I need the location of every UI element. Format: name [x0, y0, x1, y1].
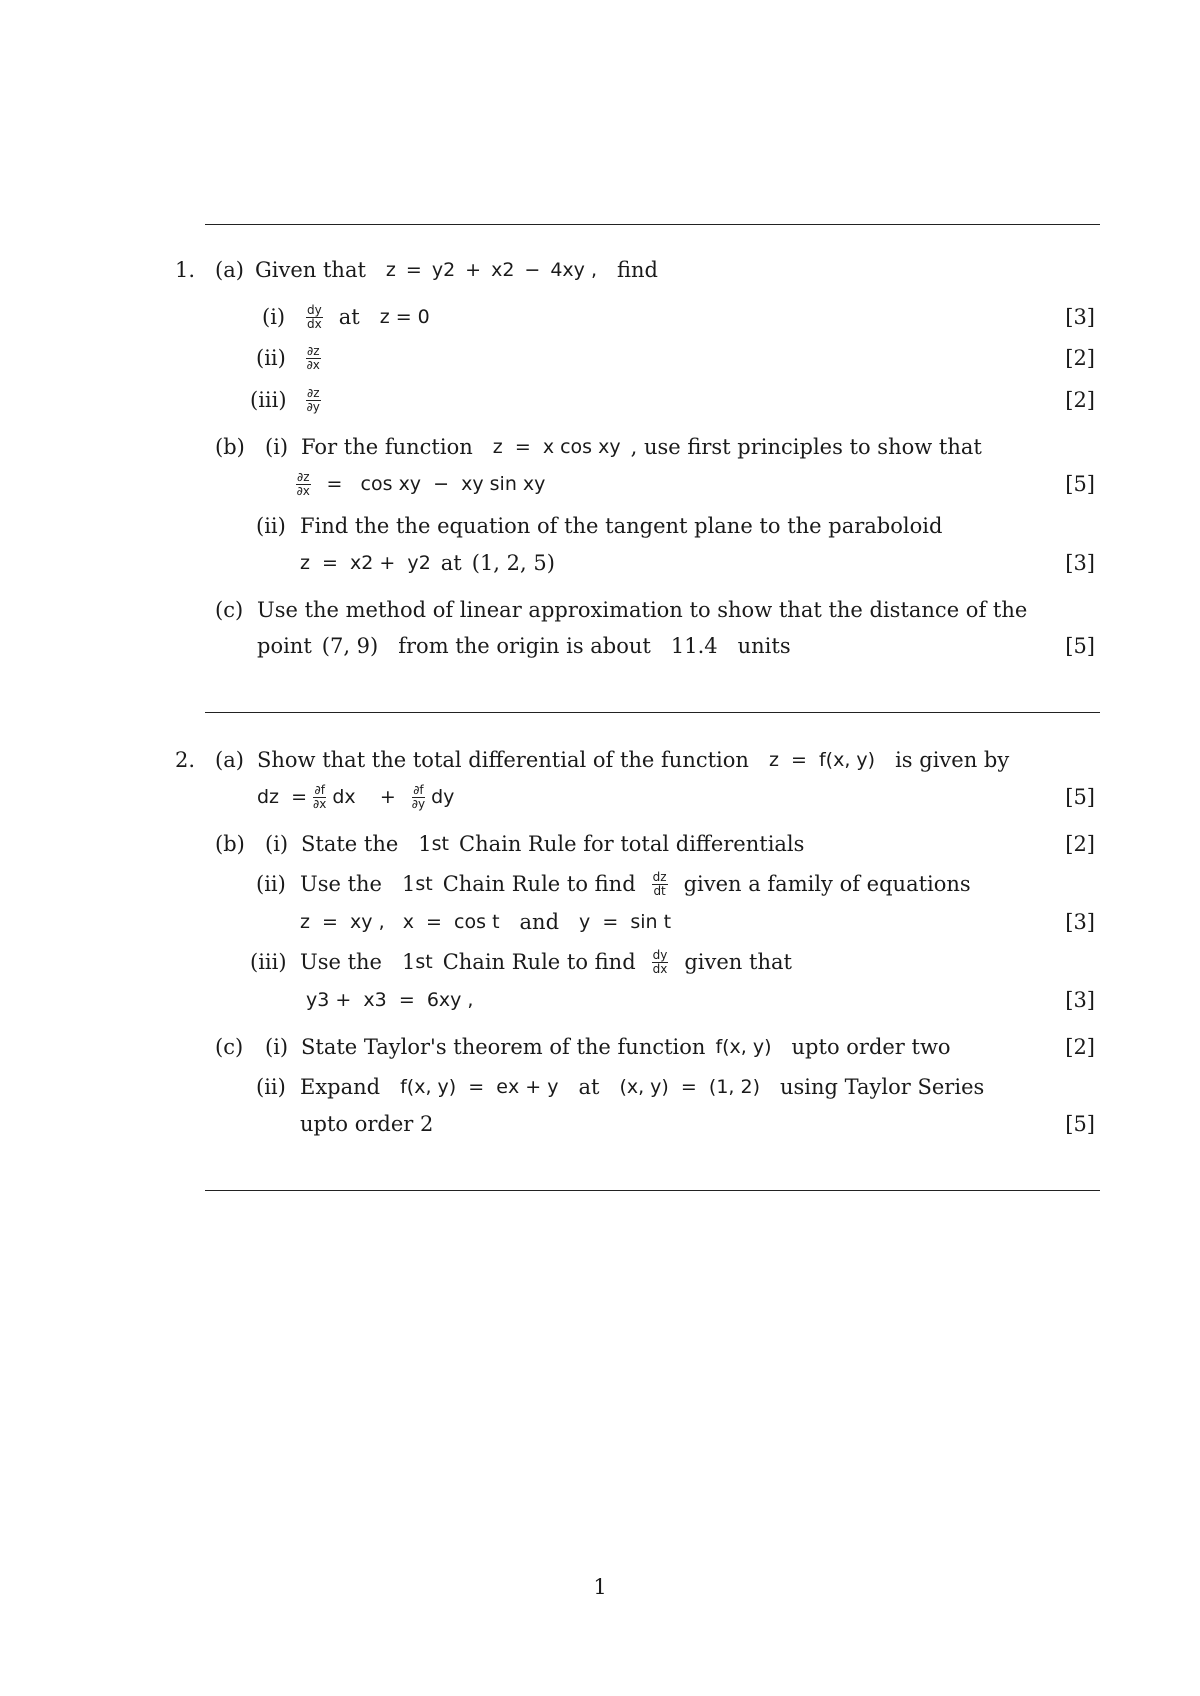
frac-num: ∂z: [297, 469, 310, 484]
q1-a-i-cond: z = 0: [379, 306, 430, 328]
q2-b-i-ord: 1: [418, 832, 432, 856]
q2-b-ii-eq1: z = xy , x = cos t: [300, 911, 500, 933]
q1-b-i-rhs: = cos xy − xy sin xy: [326, 473, 546, 495]
q2-b-iii-exp1: 3: [317, 989, 330, 1011]
q2-a-frac1: [313, 784, 326, 811]
q2-b-iii-text2: Chain Rule to find: [442, 950, 636, 974]
frac-num: ∂z: [307, 343, 320, 358]
q2-c-ii-text3: upto order 2: [300, 1112, 434, 1136]
q2-c-ii-label: (ii): [256, 1075, 286, 1099]
frac-num: ∂f: [314, 782, 325, 797]
q1-b-ii-point: (1, 2, 5): [471, 551, 555, 575]
q2-b-ii-ord: 1: [401, 872, 416, 896]
frac-den: dt: [653, 883, 666, 898]
q1-a-intro: Given that: [255, 258, 366, 282]
q2-b-iii-marks: [3]: [1065, 988, 1095, 1012]
page-number: 1: [593, 1575, 607, 1599]
q1-b-i-marks: [5]: [1065, 472, 1095, 496]
q2-a-eq-line: [257, 775, 454, 819]
q2-c-ii-exp: x + y: [507, 1076, 559, 1098]
frac-den: ∂x: [306, 357, 320, 372]
frac-num: ∂f: [413, 782, 424, 797]
q1-a-ii-label: (ii): [256, 346, 286, 370]
q1-a-line: [175, 248, 658, 292]
q1-b-i-frac: [296, 471, 311, 498]
q2-b-i-text1: State the: [301, 832, 399, 856]
q2-c-ii-text2: using Taylor Series: [780, 1075, 985, 1099]
q1-c-text1: Use the method of linear approximation to show that the distance of the: [257, 598, 1028, 622]
q1-a-iii-label: (iii): [250, 388, 287, 412]
q1-a-ii-frac: [306, 345, 321, 372]
q1-a-minus: −: [524, 259, 541, 281]
q2-number: 2.: [175, 748, 196, 772]
q1-b-i-func: z = x cos xy: [492, 436, 621, 458]
q1-b-i-text2: , use first principles to show that: [630, 435, 982, 459]
frac-den: ∂y: [411, 796, 426, 811]
q1-b-ii-at: at: [440, 551, 462, 575]
q2-b-ii-text2: Chain Rule to find: [442, 872, 636, 896]
q1-a-z: z: [385, 259, 396, 281]
q2-a-dy: dy: [431, 786, 455, 808]
q2-b-iii-y: y: [306, 989, 318, 1011]
q2-b-ii-text3: given a family of equations: [683, 872, 971, 896]
q2-b-iii-exp2: 3: [374, 989, 387, 1011]
q1-a-iii-frac: [306, 387, 321, 414]
q2-b-iii-text1: Use the: [300, 950, 382, 974]
q1-b-ii-text: Find the the equation of the tangent plane to the paraboloid: [300, 514, 943, 538]
q1-c-text2a: point: [257, 634, 312, 658]
q2-a-label: (a): [215, 748, 244, 772]
q1-b-label: (b): [215, 435, 245, 459]
q1-c-unit: units: [737, 634, 791, 658]
q2-c-i-marks: [2]: [1065, 1035, 1095, 1059]
q2-c-ii-func: f(x, y) = e: [400, 1076, 508, 1098]
q1-a-iii-line: [250, 378, 327, 422]
q1-c-text2b: from the origin is about: [398, 634, 651, 658]
q1-a-label: (a): [215, 258, 244, 282]
q2-c-ii-at: at: [578, 1075, 600, 1099]
q1-b-i-eq-line: [296, 462, 545, 506]
q1-b-ii-eq-z: z = x: [300, 552, 362, 574]
q2-b-ii-frac: [652, 871, 668, 898]
q2-c-i-line: [215, 1025, 951, 1069]
q1-b-ii-eq-line: [300, 541, 555, 585]
frac-den: ∂y: [306, 399, 320, 414]
q2-b-ii-label: (ii): [256, 872, 286, 896]
q1-a-find: find: [617, 258, 658, 282]
q2-c-ii-line2: [300, 1102, 433, 1146]
q2-a-text: Show that the total differential of the function: [257, 748, 749, 772]
q2-c-i-label: (i): [265, 1035, 289, 1059]
q2-b-iii-frac: [652, 949, 669, 976]
q2-b-iii-label: (iii): [250, 950, 287, 974]
q2-b-ii-marks: [3]: [1065, 910, 1095, 934]
q2-b-ii-sup: st: [415, 873, 433, 895]
q1-a-x: x: [491, 259, 503, 281]
q2-b-i-marks: [2]: [1065, 832, 1095, 856]
q2-b-iii-eq-line: [306, 978, 473, 1022]
q1-a-i-marks: [3]: [1065, 305, 1095, 329]
q1-a-i-line: [262, 295, 430, 339]
q1-c-value: 11.4: [670, 634, 718, 658]
q2-c-i-text1: State Taylor's theorem of the function: [301, 1035, 706, 1059]
q1-c-label: (c): [215, 598, 244, 622]
q1-a-eq: =: [405, 259, 422, 281]
frac-den: ∂x: [313, 796, 327, 811]
q2-a-dx: dx +: [332, 786, 396, 808]
q1-b-i-text1: For the function: [301, 435, 473, 459]
q2-b-ii-eq-line: [300, 900, 671, 944]
q2-a-text2: is given by: [895, 748, 1010, 772]
q1-b-i-label: (i): [265, 435, 289, 459]
q2-c-label: (c): [215, 1035, 244, 1059]
q2-c-ii-marks: [5]: [1065, 1112, 1095, 1136]
q2-a-marks: [5]: [1065, 785, 1095, 809]
q2-b-i-line: [215, 822, 804, 866]
q1-a-yexp: 2: [443, 259, 456, 281]
q2-b-i-label: (i): [265, 832, 289, 856]
q1-a-i-frac: [306, 304, 323, 331]
q1-b-ii-exp1: 2: [361, 552, 374, 574]
q1-b-ii-marks: [3]: [1065, 551, 1095, 575]
q2-b-i-sup: st: [431, 833, 450, 855]
q2-c-ii-text1: Expand: [300, 1075, 381, 1099]
frac-den: dx: [307, 316, 322, 331]
frac-num: dy: [652, 947, 668, 962]
frac-den: dx: [652, 961, 668, 976]
q1-c-marks: [5]: [1065, 634, 1095, 658]
q2-b-label: (b): [215, 832, 245, 856]
q2-a-func: z = f(x, y): [768, 749, 876, 771]
q1-a-y: y: [431, 259, 444, 281]
q2-c-i-text2: upto order two: [791, 1035, 951, 1059]
q1-a-term3: 4xy ,: [550, 259, 597, 281]
frac-den: ∂x: [296, 483, 310, 498]
q2-b-iii-text3: given that: [684, 950, 792, 974]
q2-c-ii-point: (x, y) = (1, 2): [619, 1076, 760, 1098]
bottom-rule: [205, 1190, 1100, 1191]
q1-a-i-label: (i): [262, 305, 286, 329]
q1-c-line2: [257, 624, 791, 668]
top-rule: [205, 224, 1100, 225]
q1-number: 1.: [175, 258, 196, 282]
q2-a-frac2: [412, 784, 425, 811]
frac-num: ∂z: [307, 385, 320, 400]
q1-a-i-at: at: [338, 305, 360, 329]
q1-b-ii-eq-plus: + y: [373, 552, 419, 574]
q1-c-point: (7, 9): [321, 634, 379, 658]
q1-a-plus: +: [465, 259, 482, 281]
q2-b-ii-and: and: [519, 910, 560, 934]
q2-b-iii-rhs: = 6xy ,: [386, 989, 474, 1011]
q1-a-iii-marks: [2]: [1065, 388, 1095, 412]
middle-rule: [205, 712, 1100, 713]
q2-b-ii-text1: Use the: [300, 872, 382, 896]
q1-b-ii-label: (ii): [256, 514, 286, 538]
q1-a-ii-marks: [2]: [1065, 346, 1095, 370]
q2-b-iii-sup: st: [415, 951, 433, 973]
q2-a-dz: dz =: [257, 786, 308, 808]
q2-b-i-text2: Chain Rule for total differentials: [459, 832, 805, 856]
q2-b-iii-plus: + x: [329, 989, 375, 1011]
q2-b-iii-ord: 1: [401, 950, 416, 974]
q1-a-ii-line: [256, 336, 327, 380]
q2-b-ii-eq2: y = sin t: [579, 911, 672, 933]
q1-a-xexp: 2: [502, 259, 515, 281]
frac-num: dy: [307, 302, 322, 317]
frac-num: dz: [652, 869, 667, 884]
q2-c-i-func: f(x, y): [715, 1036, 772, 1058]
q1-b-ii-exp2: 2: [418, 552, 431, 574]
